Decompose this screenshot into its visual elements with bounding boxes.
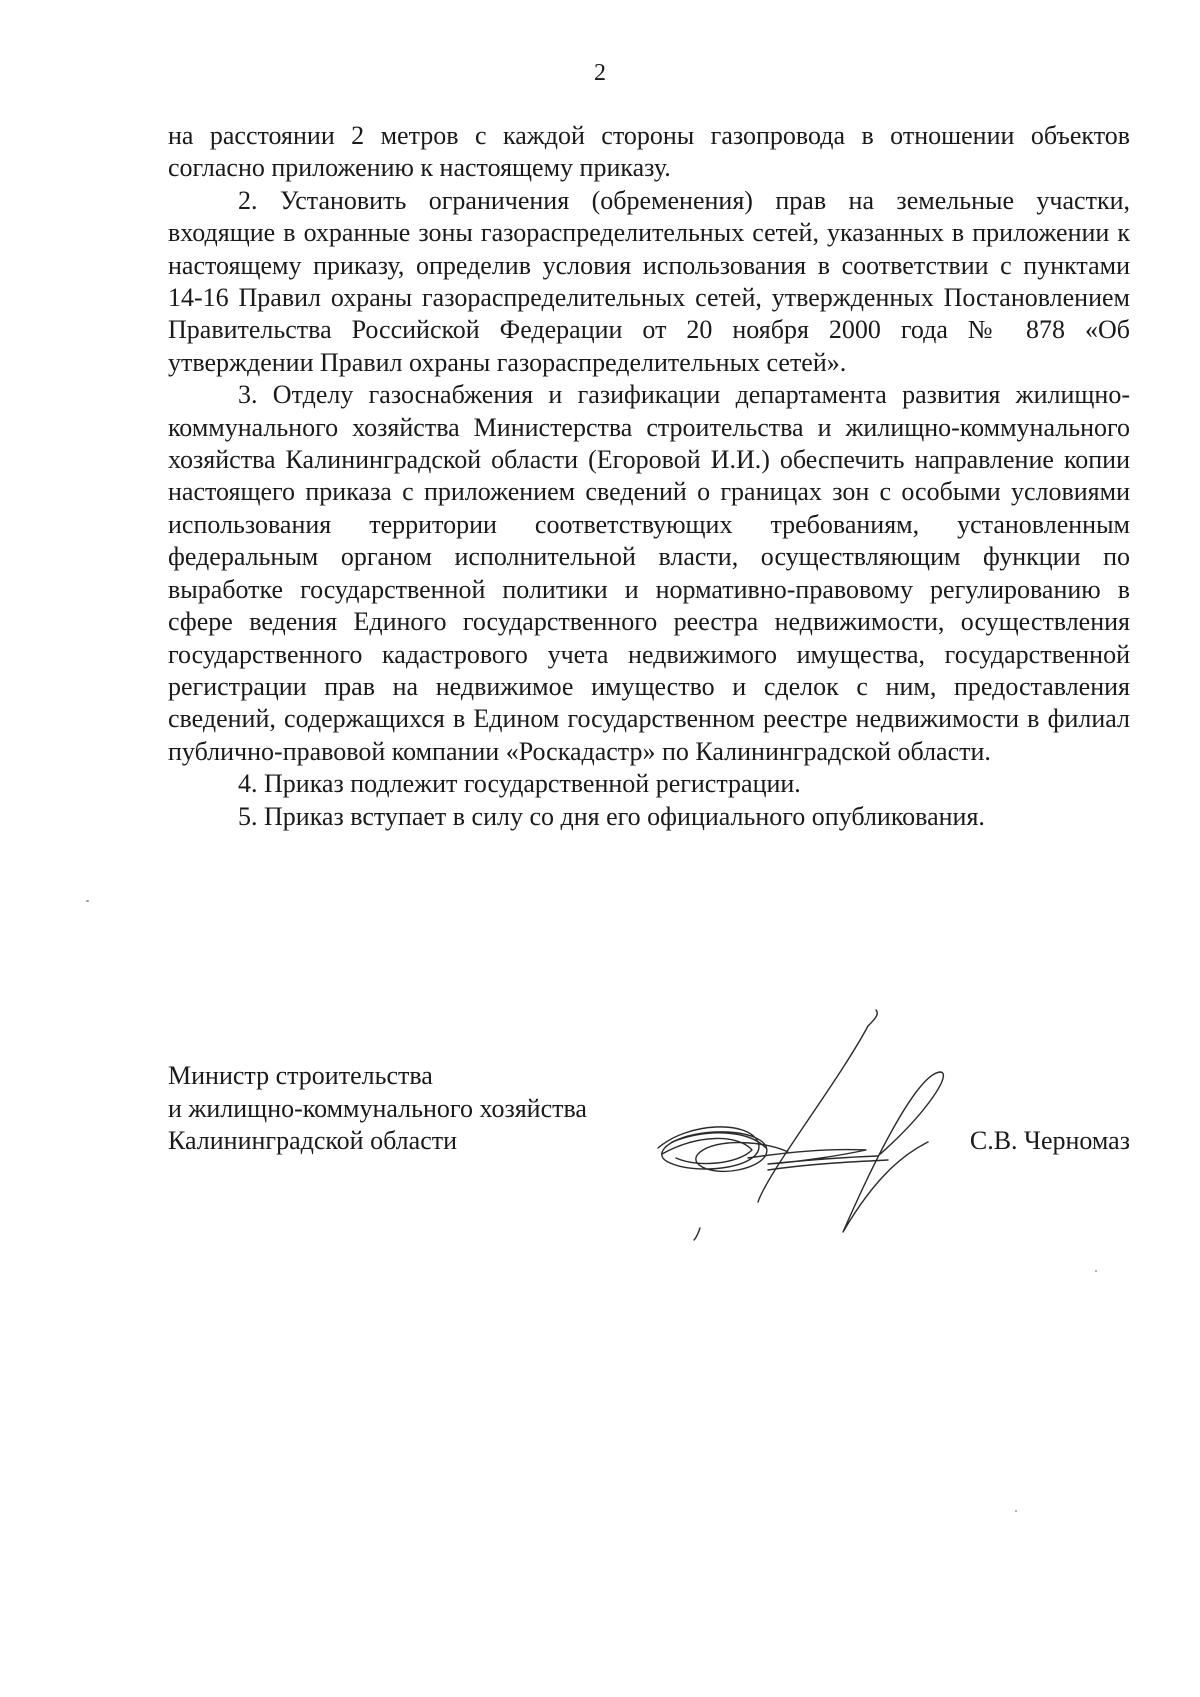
scan-speck xyxy=(1095,1270,1097,1272)
handwritten-signature xyxy=(628,1002,958,1252)
page-number: 2 xyxy=(594,60,606,86)
paragraph-item-5: 5. Приказ вступает в силу со дня его официального опубликования. xyxy=(238,801,985,831)
document-body xyxy=(168,120,1130,833)
paragraph-item-4: 4. Приказ подлежит государственной регистрации. xyxy=(238,769,801,799)
signature-block xyxy=(168,1060,1130,1260)
paragraph-item-2: 2. Установить ограничения (обременения) прав на земельные участки, входящие в охранные зоны газораспределительных сетей, указанных в приложении к настоящему приказу, определив условия использования в соответствии с пунктами 14-16 Правил охраны газораспределительных сетей, утвержденных Постановлением Правительства Российской Федерации от 20 ноября 2000 года № 878 «Об утверждении Правил охраны газораспределительных сетей». xyxy=(168,185,1130,377)
scan-speck xyxy=(1015,1510,1017,1512)
scan-speck xyxy=(86,900,89,902)
signatory-title-line: Министр строительства xyxy=(168,1061,433,1090)
signatory-title-line: Калининградской области xyxy=(168,1126,458,1155)
signatory-title xyxy=(168,1060,587,1158)
signatory-title-line: и жилищно-коммунального хозяйства xyxy=(168,1093,587,1123)
signatory-name: С.В. Черномаз xyxy=(969,1126,1130,1155)
paragraph-item-3: 3. Отделу газоснабжения и газификации департамента развития жилищно-коммунального хозяйства Министерства строительства и жилищно-коммунального хозяйства Калининградской области (Егоровой И.И.) обеспечить направление копии настоящего приказа с приложением сведений о границах зон с особыми условиями использования территории соответствующих требованиям, установленным федеральным органом исполнительной власти, осуществляющим функции по выработке государственной политики и нормативно-правовому регулированию в сфере ведения Единого государственного реестра недвижимости, осуществления государственного кадастрового учета недвижимого имущества, государственной регистрации прав на недвижимое имущество и сделок с ним, предоставления сведений, содержащихся в Едином государственном реестре недвижимости в филиал публично-правовой компании «Роскадастр» по Калининградской области. xyxy=(168,380,1130,766)
paragraph-continuation: на расстоянии 2 метров с каждой стороны газопровода в отношении объектов согласно приложению к настоящему приказу. xyxy=(168,121,1130,183)
